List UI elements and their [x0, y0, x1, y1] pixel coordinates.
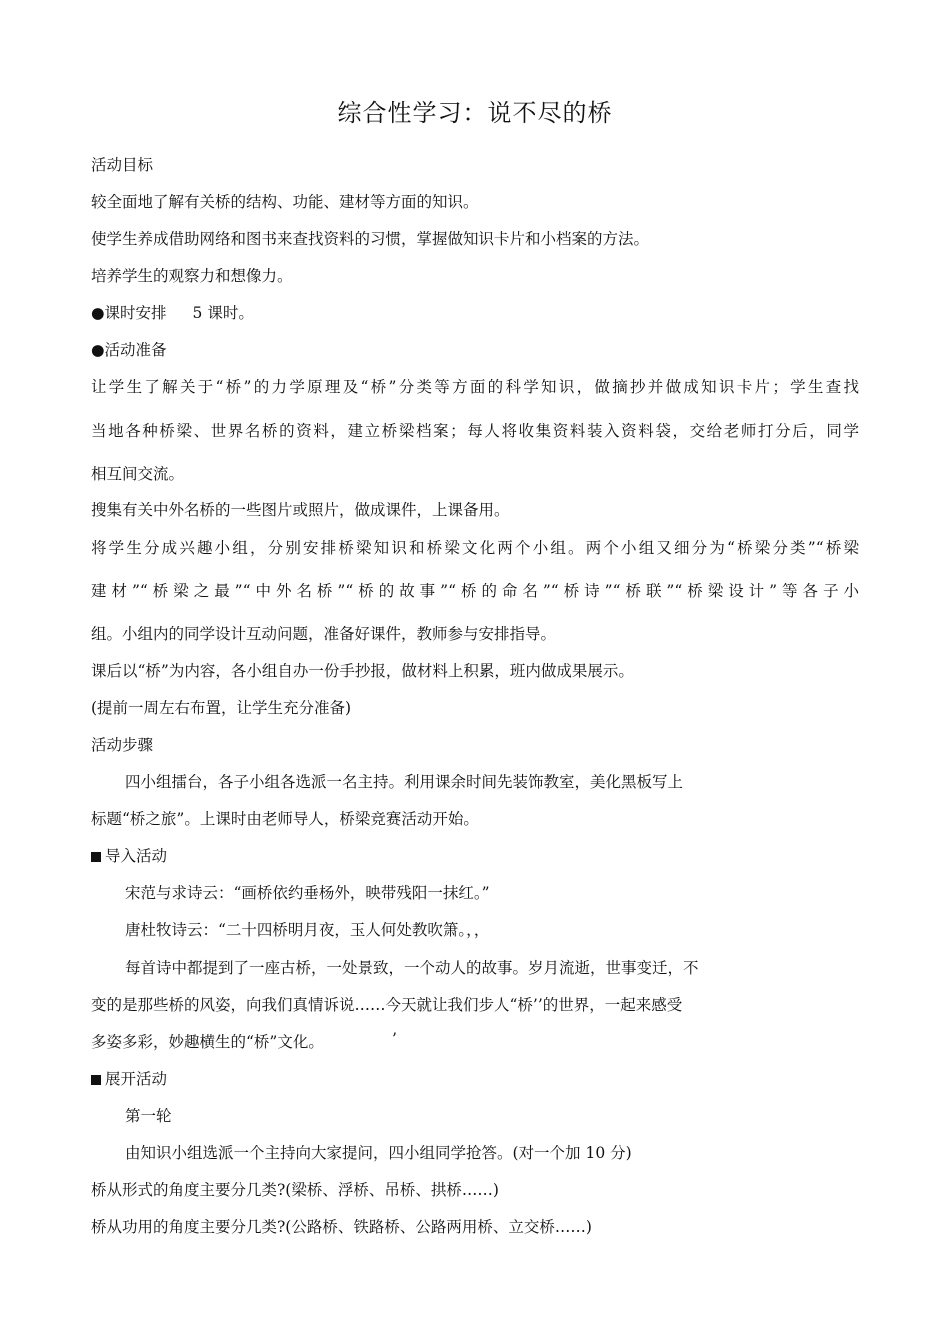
intro-heading: 导入活动	[105, 847, 168, 865]
expand-heading: 展开活动	[105, 1070, 168, 1088]
intro-poem-1: 宋范与求诗云：“画桥依约垂杨外，映带残阳一抹红。”	[125, 884, 490, 902]
prep-p1-line-3: 相互间交流。	[91, 465, 185, 483]
schedule-label: 课时安排	[104, 304, 167, 322]
intro-para-line-3: 多姿多彩，妙趣横生的“桥”文化。	[91, 1033, 324, 1051]
intro-poem-2: 唐杜牧诗云：“二十四桥明月夜，玉人何处教吹箫。，，	[125, 921, 490, 939]
stray-mark: ’	[392, 1030, 397, 1048]
prep-p3-line-2: 建材”“桥梁之最”“中外名桥”“桥的故事”“桥的命名”“桥诗”“桥联”“桥梁设计”等各子小	[91, 582, 859, 600]
prep-p4: 课后以“桥”为内容，各小组自办一份手抄报，做材料上积累，班内做成果展示。	[91, 662, 634, 680]
question-2: 桥从功用的角度主要分几类?(公路桥、铁路桥、公路两用桥、立交桥……)	[91, 1218, 592, 1236]
prep-heading-line	[91, 339, 167, 361]
prep-p3-line-3: 组。小组内的同学设计互动问题，准备好课件，教师参与安排指导。	[91, 625, 557, 643]
expand-heading-line	[91, 1068, 167, 1090]
schedule-value: 5 课时。	[192, 304, 254, 322]
intro-para-line-1: 每首诗中都提到了一座古桥，一处景致，一个动人的故事。岁月流逝，世事变迁，不	[125, 959, 699, 977]
intro-para-line-2: 变的是那些桥的风姿，向我们真情诉说……今天就让我们步人“桥’’的世界，一起来感受	[91, 996, 683, 1014]
steps-heading: 活动步骤	[91, 736, 154, 754]
question-1: 桥从形式的角度主要分几类?(梁桥、浮桥、吊桥、拱桥……)	[91, 1181, 499, 1199]
prep-p3-line-1: 将学生分成兴趣小组，分别安排桥梁知识和桥梁文化两个小组。两个小组又细分为“桥梁分类”“桥梁	[91, 539, 859, 557]
prep-p1-line-1: 让学生了解关于“桥”的力学原理及“桥”分类等方面的科学知识，做摘抄并做成知识卡片；学生查找	[91, 378, 859, 396]
goal-item-3: 培养学生的观察力和想像力。	[91, 267, 293, 285]
round-desc: 由知识小组选派一个主持向大家提问，四小组同学抢答。(对一个加 10 分)	[125, 1144, 632, 1162]
goals-heading: 活动目标	[91, 156, 154, 174]
bullet-icon: ●	[91, 304, 105, 322]
intro-heading-line	[91, 845, 167, 867]
square-bullet-icon	[91, 852, 101, 862]
prep-p5: (提前一周左右布置，让学生充分准备)	[91, 699, 352, 717]
steps-line-2: 标题“桥之旅”。上课时由老师导人，桥梁竞赛活动开始。	[91, 810, 479, 828]
goal-item-1: 较全面地了解有关桥的结构、功能、建材等方面的知识。	[91, 193, 479, 211]
bullet-icon: ●	[91, 341, 105, 359]
page-title: 综合性学习：说不尽的桥	[337, 99, 613, 127]
schedule-line	[91, 302, 254, 324]
prep-p1-line-2: 当地各种桥梁、世界名桥的资料，建立桥梁档案；每人将收集资料装入资料袋，交给老师打分后，同学	[91, 422, 859, 440]
round-label: 第一轮	[125, 1107, 172, 1125]
prep-heading: 活动准备	[104, 341, 167, 359]
steps-line-1: 四小组擂台，各子小组各选派一名主持。利用课余时间先装饰教室，美化黑板写上	[125, 773, 684, 791]
square-bullet-icon	[91, 1075, 101, 1085]
goal-item-2: 使学生养成借助网络和图书来查找资料的习惯，掌握做知识卡片和小档案的方法。	[91, 230, 650, 248]
prep-p2: 搜集有关中外名桥的一些图片或照片，做成课件，上课备用。	[91, 501, 510, 519]
